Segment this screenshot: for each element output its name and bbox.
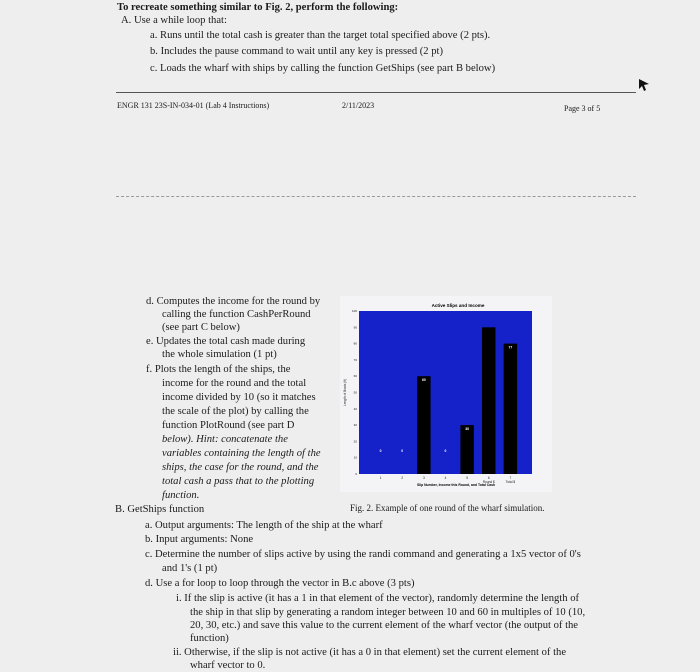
figure-caption: Fig. 2. Example of one round of the wharf simulation. — [350, 503, 545, 513]
section-b-item-a: a. Output arguments: The length of the ship at the wharf — [145, 520, 383, 531]
chart-title: Active Slips and Income — [431, 303, 485, 308]
chart-x-axis-label: Slip Number, Income this Round, and Total Cash — [416, 483, 496, 487]
x-tick-label: 7 — [509, 476, 512, 480]
section-b-item-d-i: i. If the slip is active (it has a 1 in that element of the vector), randomly determine the length of — [176, 593, 580, 604]
bar-data-label: 60 — [421, 378, 426, 383]
footer-rule — [116, 92, 636, 93]
list-item: below). Hint: concatenate the — [162, 434, 288, 445]
x-extra-label: Round $ — [482, 480, 495, 484]
list-item: total cash a pass that to the plotting — [162, 476, 315, 487]
chart-bar — [417, 376, 430, 474]
x-tick-label: 6 — [487, 476, 490, 480]
chart-bar — [504, 344, 517, 474]
y-tick-label: 70 — [353, 357, 357, 362]
chart-y-axis-label: Length of Boats (ft) — [343, 378, 347, 407]
list-item: ships, the case for the round, and the — [162, 462, 319, 473]
list-item: e. Updates the total cash made during — [146, 336, 306, 347]
list-item: f. Plots the length of the ships, the — [146, 364, 291, 375]
x-tick-label: 3 — [422, 476, 425, 480]
page-break — [116, 196, 636, 197]
x-extra-label: Total $ — [505, 480, 516, 484]
list-item: function. — [162, 490, 200, 501]
section-b-item-d: d. Use a for loop to loop through the vector in B.c above (3 pts) — [145, 578, 415, 589]
y-tick-label: 60 — [353, 374, 357, 379]
section-b-item-d-ii-cont: wharf vector to 0. — [190, 660, 266, 671]
y-tick-label: 20 — [353, 439, 357, 444]
y-tick-label: 100 — [351, 309, 357, 313]
list-item: d. Computes the income for the round by — [146, 296, 321, 307]
footer-page-number: Page 3 of 5 — [564, 104, 601, 113]
list-item: function PlotRound (see part D — [162, 420, 295, 431]
section-b-item-d-i-cont: function) — [190, 633, 229, 644]
section-b-item-c-cont: and 1's (1 pt) — [162, 563, 218, 574]
bar-data-label: 77 — [508, 345, 513, 350]
section-b-item-b: b. Input arguments: None — [145, 534, 254, 545]
bar-data-label: 0 — [444, 449, 447, 453]
section-heading: To recreate something similar to Fig. 2, perform the following: — [117, 2, 399, 13]
wharf-chart — [340, 296, 552, 492]
mouse-cursor-icon — [638, 78, 650, 92]
chart-bar — [482, 327, 495, 474]
y-tick-label: 80 — [353, 341, 357, 346]
y-tick-label: 30 — [353, 423, 357, 428]
step-a-sub-b: b. Includes the pause command to wait until any key is pressed (2 pt) — [150, 46, 444, 57]
list-item: calling the function CashPerRound — [162, 309, 311, 320]
x-tick-label: 2 — [401, 476, 404, 480]
step-a-sub-c: c. Loads the wharf with ships by calling the function GetShips (see part B below) — [150, 63, 496, 74]
list-item: income for the round and the total — [162, 378, 307, 389]
section-b-item-d-ii: ii. Otherwise, if the slip is not active (it has a 0 in that element) set the current element of the — [173, 647, 567, 658]
list-item: (see part C below) — [162, 322, 240, 333]
section-b-item-d-i-cont: the ship in that slip by generating a random integer between 10 and 60 in multiples of 10 (10, — [190, 607, 586, 618]
section-b-item-d-i-cont: 20, 30, etc.) and save this value to the current element of the wharf vector (the output of the — [190, 620, 579, 631]
bar-data-label: 30 — [465, 427, 470, 432]
list-item: income divided by 10 (so it matches — [162, 392, 316, 403]
bar-data-label: 0 — [401, 449, 404, 453]
y-tick-label: 0 — [355, 472, 357, 476]
x-tick-label: 4 — [444, 476, 447, 480]
y-tick-label: 10 — [353, 455, 357, 460]
x-tick-label: 1 — [379, 476, 382, 480]
section-b-item-c: c. Determine the number of slips active by using the randi command and generating a 1x5 vector of 0's — [145, 549, 581, 560]
step-a-sub-a: a. Runs until the total cash is greater than the target total specified above (2 pts). — [150, 30, 491, 41]
chart-bar — [460, 425, 473, 474]
x-tick-label: 5 — [466, 476, 469, 480]
list-item: variables containing the length of the — [162, 448, 321, 459]
section-b-heading: B. GetShips function — [115, 504, 205, 515]
footer-date: 2/11/2023 — [342, 101, 375, 110]
list-item: the scale of the plot) by calling the — [162, 406, 309, 417]
step-a: A. Use a while loop that: — [121, 15, 227, 26]
y-tick-label: 50 — [353, 390, 357, 395]
list-item: the whole simulation (1 pt) — [162, 349, 277, 360]
footer-course: ENGR 131 23S-IN-034-01 (Lab 4 Instructions) — [117, 101, 270, 110]
y-tick-label: 40 — [353, 406, 357, 411]
bar-data-label: 0 — [379, 449, 382, 453]
y-tick-label: 90 — [353, 325, 357, 330]
